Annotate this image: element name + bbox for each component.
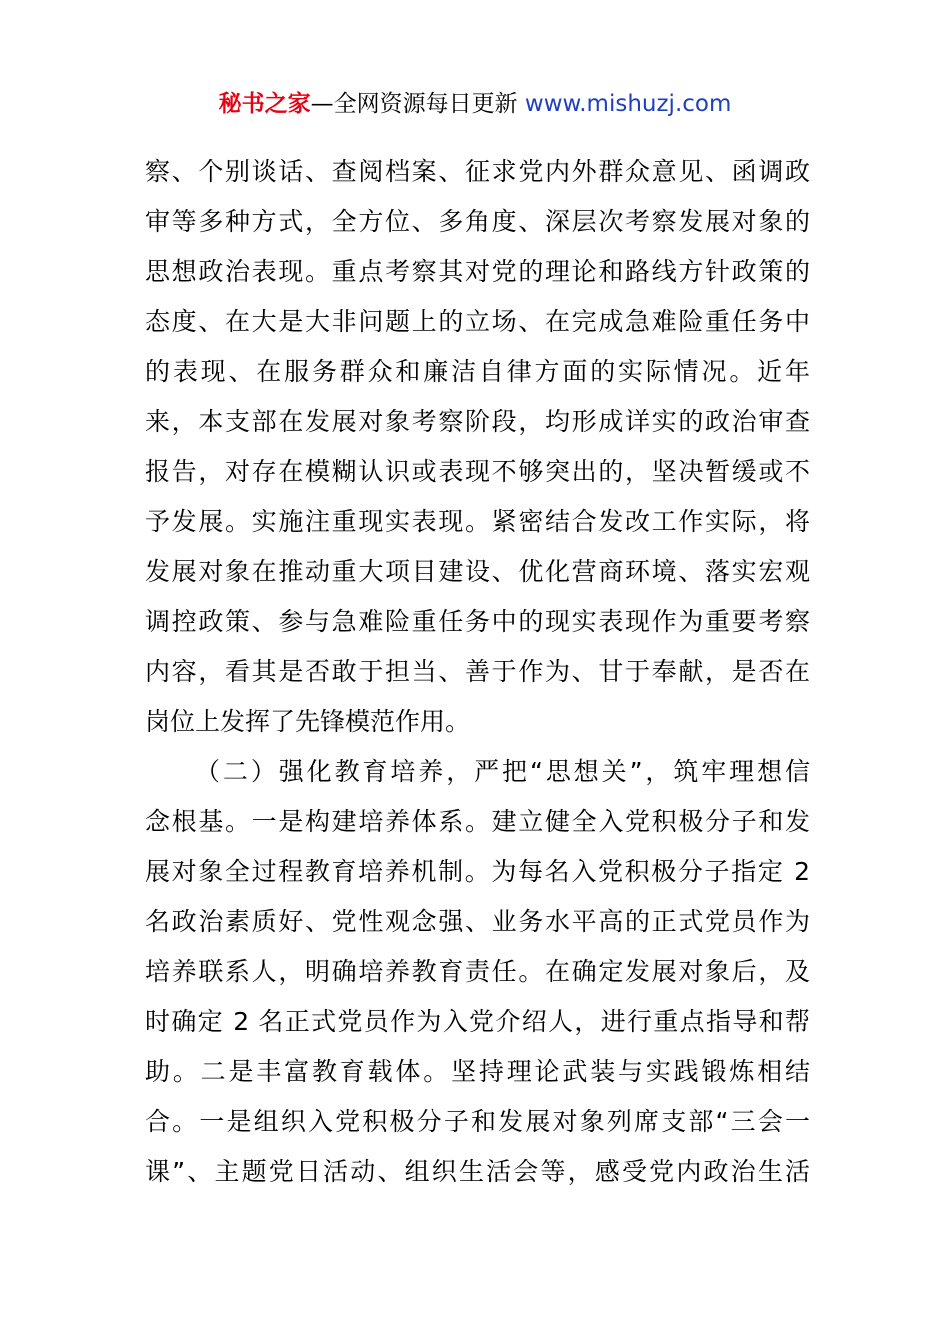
text-line: 发展对象在推动重大项目建设、优化营商环境、落实宏观	[145, 557, 810, 586]
text-line: 岗位上发挥了先锋模范作用。	[145, 707, 471, 736]
text-line: 予发展。实施注重现实表现。紧密结合发改工作实际，将	[145, 507, 810, 536]
text-line: 来，本支部在发展对象考察阶段，均形成详实的政治审查	[145, 407, 810, 436]
text-line: 助。二是丰富教育载体。坚持理论武装与实践锻炼相结	[145, 1057, 810, 1086]
header-tagline: —全网资源每日更新	[310, 91, 525, 117]
text-line: 的表现、在服务群众和廉洁自律方面的实际情况。近年	[145, 357, 810, 386]
text-line: 调控政策、参与急难险重任务中的现实表现作为重要考察	[145, 607, 810, 636]
page-header	[0, 88, 950, 120]
text-line: 察、个别谈话、查阅档案、征求党内外群众意见、函调政	[145, 157, 810, 186]
brand-name: 秘书之家	[218, 91, 311, 117]
section-heading-line: （二）强化教育培养，严把“思想关”，筑牢理想信	[195, 757, 810, 786]
text-line: 思想政治表现。重点考察其对党的理论和路线方针政策的	[145, 257, 810, 286]
text-line: 课”、主题党日活动、组织生活会等，感受党内政治生活	[145, 1157, 810, 1186]
site-url-link[interactable]: www.mishuzj.com	[524, 91, 732, 117]
text-line: 报告，对存在模糊认识或表现不够突出的，坚决暂缓或不	[145, 457, 810, 486]
text-line: 内容，看其是否敢于担当、善于作为、甘于奉献，是否在	[145, 657, 810, 686]
text-line: 展对象全过程教育培养机制。为每名入党积极分子指定 2	[145, 857, 810, 886]
text-line: 时确定 2 名正式党员作为入党介绍人，进行重点指导和帮	[145, 1007, 810, 1036]
text-line: 念根基。一是构建培养体系。建立健全入党积极分子和发	[145, 807, 810, 836]
text-line: 名政治素质好、党性观念强、业务水平高的正式党员作为	[145, 907, 810, 936]
text-line: 态度、在大是大非问题上的立场、在完成急难险重任务中	[145, 307, 810, 336]
text-line: 合。一是组织入党积极分子和发展对象列席支部“三会一	[145, 1107, 810, 1136]
document-body	[145, 147, 810, 1197]
text-line: 审等多种方式，全方位、多角度、深层次考察发展对象的	[145, 207, 810, 236]
text-line: 培养联系人，明确培养教育责任。在确定发展对象后，及	[145, 957, 810, 986]
